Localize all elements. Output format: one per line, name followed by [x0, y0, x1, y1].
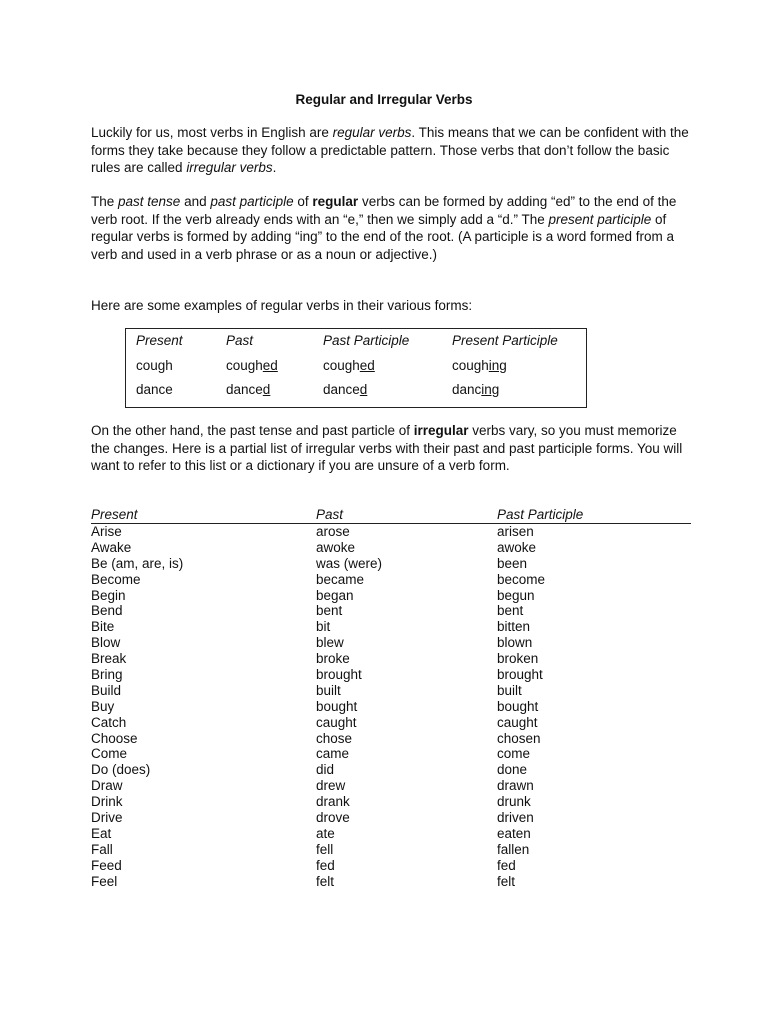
irregular-table-row	[91, 651, 691, 667]
irregular-table-cell: begun	[497, 587, 535, 603]
irregular-table-cell: fed	[316, 857, 335, 873]
irregular-table-cell: awoke	[316, 539, 356, 555]
irregular-table-cell: blew	[316, 635, 344, 651]
irregular-table-cell: drew	[316, 778, 346, 794]
irregular-table-cell: bitten	[497, 619, 531, 635]
irregular-table-cell: Be (am, are, is)	[91, 555, 184, 571]
verb-root: cough	[452, 358, 489, 373]
irregular-table-row	[91, 858, 691, 874]
irregular-table-row	[91, 619, 691, 635]
irregular-table-row	[91, 572, 691, 588]
irregular-table-cell: Drink	[91, 794, 123, 810]
verb-root: cough	[226, 358, 263, 373]
irregular-table-row	[91, 826, 691, 842]
verb-root: cough	[323, 358, 360, 373]
bold-regular: regular	[312, 194, 359, 209]
text-span: of regular verbs is formed by adding “ing” to the end of the root. (A participle is a word formed from a verb and used in a verb phrase or as a noun or adjective.)	[91, 211, 675, 262]
text-span: The	[91, 194, 119, 209]
emphasis-regular-verbs: regular verbs	[332, 125, 412, 140]
intro-paragraph	[91, 124, 691, 177]
irregular-table-cell: built	[316, 682, 341, 698]
irregular-table-header: Past Participle	[497, 507, 584, 522]
irregular-table-cell: driven	[497, 810, 534, 826]
regular-table-cell	[136, 382, 173, 397]
verb-suffix-underlined: d	[359, 382, 368, 397]
text-span: . This means that we can be confident with the forms they take because they follow a predictable pattern. Those verbs that don’t follow the basic rules are called	[91, 125, 689, 175]
regular-table-cell	[323, 358, 375, 373]
irregular-table-cell: caught	[316, 714, 357, 730]
bold-irregular: irregular	[413, 423, 469, 438]
verb-root: cough	[136, 358, 173, 373]
irregular-table-cell: Bite	[91, 619, 115, 635]
irregular-table-cell: Bring	[91, 667, 123, 683]
regular-table-header: Past	[226, 333, 254, 348]
irregular-table-cell: Bend	[91, 603, 123, 619]
regular-table-cell	[226, 382, 270, 397]
irregular-table-cell: came	[316, 746, 350, 762]
irregular-table-cell: drunk	[497, 794, 531, 810]
irregular-table-cell: bent	[316, 603, 343, 619]
verb-root: danc	[452, 382, 482, 397]
verb-suffix-underlined: ed	[262, 358, 278, 373]
irregular-table-cell: was (were)	[316, 555, 383, 571]
verb-suffix-underlined: ing	[481, 382, 500, 397]
irregular-table-cell: Fall	[91, 841, 113, 857]
verb-root: dance	[323, 382, 360, 397]
regular-table-header: Present Participle	[452, 333, 558, 348]
irregular-table-cell: Eat	[91, 825, 112, 841]
irregular-table-row	[91, 556, 691, 572]
irregular-table-cell: arisen	[497, 524, 534, 539]
irregular-table-row	[91, 635, 691, 651]
irregular-table-cell: fallen	[497, 841, 530, 857]
irregular-table-cell: Begin	[91, 587, 126, 603]
irregular-table-cell: Feed	[91, 857, 122, 873]
regular-table-header: Present	[136, 333, 183, 348]
irregular-table-row	[91, 842, 691, 858]
verb-suffix-underlined: ed	[359, 358, 375, 373]
irregular-table-cell: did	[316, 762, 335, 778]
irregular-table-cell: done	[497, 762, 528, 778]
irregular-table-row	[91, 874, 691, 890]
irregular-table-row	[91, 715, 691, 731]
text-span: .	[272, 160, 277, 175]
text-span: and	[180, 194, 211, 209]
regular-verbs-table	[125, 328, 587, 408]
irregular-table-cell: broken	[497, 651, 539, 667]
text-span: of	[293, 194, 313, 209]
regular-table-cell	[226, 358, 278, 373]
irregular-table-cell: began	[316, 587, 354, 603]
text-span: Luckily for us, most verbs in English are	[91, 125, 333, 140]
irregular-table-row	[91, 731, 691, 747]
irregular-table-cell: blown	[497, 635, 533, 651]
irregular-table-cell: Drive	[91, 810, 123, 826]
irregular-table-cell: Draw	[91, 778, 123, 794]
document-title: Regular and Irregular Verbs	[295, 92, 473, 107]
irregular-table-cell: fell	[316, 841, 334, 857]
verb-suffix-underlined: d	[262, 382, 271, 397]
irregular-table-cell: bit	[316, 619, 331, 635]
verb-root: dance	[226, 382, 263, 397]
irregular-table-cell: ate	[316, 825, 335, 841]
regular-table-cell	[452, 358, 507, 373]
irregular-table-cell: brought	[497, 667, 543, 683]
examples-intro: Here are some examples of regular verbs in their various forms:	[91, 298, 473, 313]
emphasis-past-participle: past participle	[210, 194, 294, 209]
irregular-table-cell: built	[497, 682, 522, 698]
irregular-table-cell: chosen	[497, 730, 541, 746]
irregular-table-row	[91, 810, 691, 826]
irregular-table-cell: brought	[316, 667, 362, 683]
irregular-table-row	[91, 683, 691, 699]
irregular-table-cell: bought	[497, 698, 539, 714]
irregular-table-cell: Come	[91, 746, 128, 762]
irregular-table-cell: felt	[497, 873, 516, 889]
irregular-table-row	[91, 540, 691, 556]
emphasis-past-tense: past tense	[118, 194, 181, 209]
irregular-table-cell: Become	[91, 571, 141, 587]
irregular-table-row	[91, 794, 691, 810]
irregular-table-cell: drawn	[497, 778, 534, 794]
irregular-table-cell: drank	[316, 794, 350, 810]
irregular-table-cell: caught	[497, 714, 538, 730]
regular-table-cell	[452, 382, 499, 397]
irregular-table-header: Present	[91, 507, 138, 522]
irregular-table-cell: Buy	[91, 698, 115, 714]
verb-suffix-underlined: ing	[488, 358, 507, 373]
irregular-table-header-row	[91, 507, 691, 524]
irregular-table-cell: Awake	[91, 539, 132, 555]
irregular-table-cell: awoke	[497, 539, 537, 555]
regular-rules-paragraph	[91, 193, 691, 263]
irregular-table-cell: bent	[497, 603, 524, 619]
irregular-table-cell: Do (does)	[91, 762, 151, 778]
irregular-table-row	[91, 603, 691, 619]
irregular-table-row	[91, 667, 691, 683]
irregular-table-cell: come	[497, 746, 531, 762]
irregular-table-header: Past	[316, 507, 344, 522]
regular-table-cell	[136, 358, 173, 373]
irregular-table-cell: Catch	[91, 714, 127, 730]
irregular-table-cell: chose	[316, 730, 353, 746]
irregular-table-row	[91, 588, 691, 604]
irregular-table-cell: eaten	[497, 825, 531, 841]
irregular-verbs-table	[91, 507, 691, 889]
irregular-table-cell: Build	[91, 682, 122, 698]
emphasis-present-participle: present participle	[548, 211, 652, 227]
irregular-table-cell: Arise	[91, 524, 122, 539]
text-span: verbs can be formed by adding “ed” to the end of the verb root. If the verb already ends with an “e,” then we simply add a “d.” The	[91, 194, 677, 227]
irregular-table-cell: broke	[316, 651, 350, 667]
text-span: verbs vary, so you must memorize the changes. Here is a partial list of irregular verbs with their past and past participle forms. You will want to refer to this list or a dictionary if you are unsure of a verb form.	[91, 423, 683, 473]
irregular-table-cell: Feel	[91, 873, 118, 889]
regular-table-cell	[323, 382, 367, 397]
emphasis-irregular-verbs: irregular verbs	[186, 160, 273, 175]
irregular-table-row	[91, 699, 691, 715]
irregular-table-cell: arose	[316, 524, 350, 539]
irregular-paragraph	[91, 422, 691, 475]
irregular-table-row	[91, 762, 691, 778]
regular-table-header: Past Participle	[323, 333, 410, 348]
irregular-table-cell: drove	[316, 810, 350, 826]
irregular-table-cell: felt	[316, 873, 335, 889]
irregular-table-row	[91, 524, 691, 540]
irregular-table-cell: became	[316, 571, 365, 587]
irregular-table-cell: been	[497, 555, 528, 571]
text-span: On the other hand, the past tense and past particle of	[91, 423, 414, 438]
irregular-table-cell: fed	[497, 857, 516, 873]
irregular-table-cell: bought	[316, 698, 358, 714]
irregular-table-cell: Choose	[91, 730, 138, 746]
irregular-table-row	[91, 778, 691, 794]
irregular-table-cell: become	[497, 571, 546, 587]
irregular-table-cell: Break	[91, 651, 127, 667]
irregular-table-row	[91, 746, 691, 762]
verb-root: dance	[136, 382, 173, 397]
irregular-table-cell: Blow	[91, 635, 121, 651]
